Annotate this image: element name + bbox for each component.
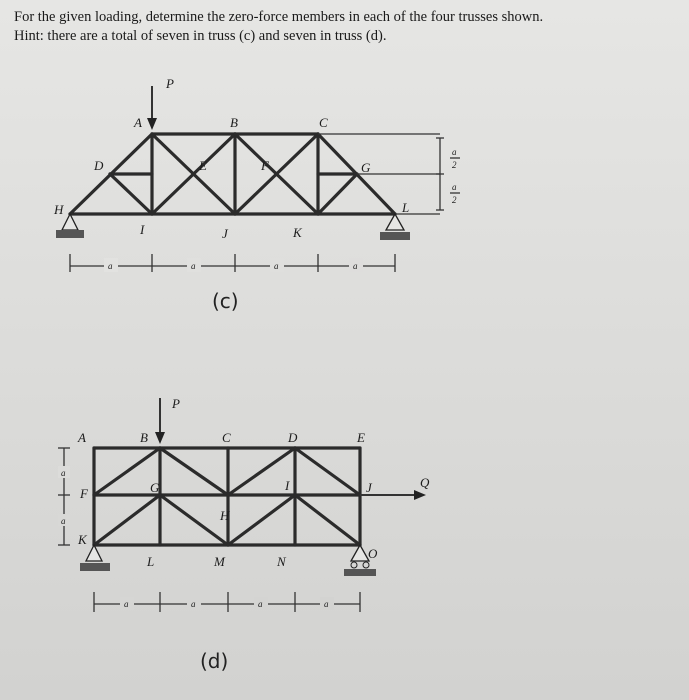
svg-text:a: a (258, 599, 263, 609)
truss-c-label-G: G (361, 160, 371, 175)
svg-text:P: P (172, 396, 180, 411)
truss-d-members (94, 448, 360, 545)
problem-line-1: For the given loading, determine the zero-force members in each of the four trusses shown. (14, 9, 544, 25)
truss-d-label-J: J (366, 480, 372, 495)
truss-c-label-B: B (230, 115, 238, 130)
truss-d-label-K: K (78, 532, 87, 547)
truss-d-label-M: M (214, 554, 225, 569)
truss-d-height-dimensions (58, 448, 70, 545)
svg-text:a: a (124, 599, 129, 609)
truss-c-label-L: L (402, 200, 410, 215)
svg-text:a: a (191, 261, 196, 271)
problem-line-2: Hint: there are a total of seven in truss (c) and seven in truss (d). (14, 28, 387, 44)
truss-c-dim-half-upper (450, 147, 460, 170)
svg-text:a: a (191, 599, 196, 609)
truss-d-label-H: H (220, 508, 230, 523)
svg-text:a: a (324, 599, 329, 609)
truss-d-span-dimensions (94, 592, 360, 612)
truss-c-label-C: C (319, 115, 328, 130)
truss-d-label-L: L (147, 554, 155, 569)
truss-d (58, 396, 430, 673)
svg-text:a: a (61, 468, 66, 478)
truss-c-pin-support (56, 214, 84, 238)
truss-c-load-arrow (147, 76, 174, 130)
truss-d-label-G: G (150, 480, 160, 495)
truss-c-label-A: A (134, 115, 142, 130)
svg-text:a: a (452, 147, 457, 157)
truss-d-label-D: D (288, 430, 298, 445)
svg-text:P: P (166, 76, 174, 91)
svg-text:a: a (108, 261, 113, 271)
svg-text:a: a (452, 182, 457, 192)
svg-text:a: a (353, 261, 358, 271)
truss-c (53, 76, 460, 313)
svg-text:a: a (274, 261, 279, 271)
truss-d-label-N: N (277, 554, 286, 569)
svg-text:2: 2 (452, 195, 457, 205)
truss-d-label-E: E (357, 430, 365, 445)
truss-c-label-J: J (222, 226, 228, 241)
truss-d-label-B: B (140, 430, 148, 445)
truss-d-label-F: F (80, 486, 88, 501)
truss-d-label-A: A (78, 430, 86, 445)
truss-c-label-E: E (199, 158, 207, 173)
truss-d-label-C: C (222, 430, 231, 445)
svg-text:2: 2 (452, 160, 457, 170)
truss-c-label-D: D (94, 158, 104, 173)
truss-c-caption: (c) (212, 289, 239, 313)
truss-d-load-arrow (155, 396, 180, 444)
truss-c-label-F: F (261, 158, 269, 173)
truss-c-label-H: H (54, 202, 64, 217)
truss-c-dim-half-lower (450, 182, 460, 205)
truss-d-caption: (d) (200, 649, 229, 673)
truss-c-span-dimensions (70, 254, 395, 272)
truss-c-label-I: I (140, 222, 145, 237)
truss-d-pin-support (80, 545, 110, 571)
truss-d-label-O: O (368, 546, 378, 561)
truss-c-roller-support (380, 214, 410, 240)
truss-c-label-K: K (293, 225, 302, 240)
svg-text:Q: Q (420, 475, 430, 490)
truss-c-members (70, 134, 395, 214)
truss-d-label-I: I (285, 478, 290, 493)
svg-text:a: a (61, 516, 66, 526)
